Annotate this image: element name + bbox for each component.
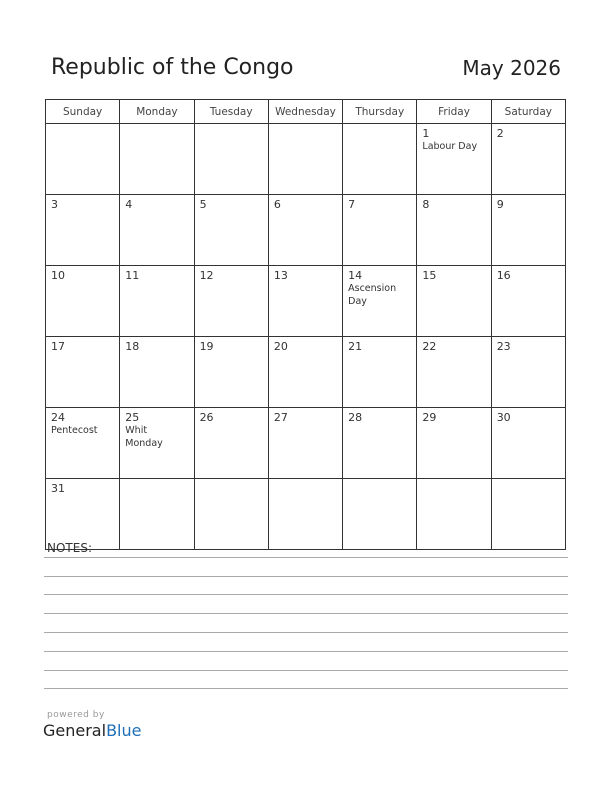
day-number: 23 bbox=[496, 340, 511, 353]
day-number: 29 bbox=[422, 411, 437, 424]
holiday-label: Whit Monday bbox=[125, 425, 163, 449]
day-number: 24 bbox=[51, 411, 65, 424]
day-number: 13 bbox=[273, 269, 288, 282]
calendar-day-cell bbox=[46, 266, 120, 337]
calendar-day-cell bbox=[343, 124, 417, 195]
day-number: 31 bbox=[51, 482, 65, 495]
calendar-week-row bbox=[46, 408, 566, 479]
calendar-day-cell bbox=[194, 408, 268, 479]
calendar-day-cell bbox=[120, 266, 194, 337]
calendar-week-row bbox=[46, 124, 566, 195]
weekday-header: Friday bbox=[417, 100, 491, 124]
notes-line bbox=[44, 651, 568, 652]
weekday-header: Saturday bbox=[491, 100, 565, 124]
holiday-label: Labour Day bbox=[422, 141, 478, 152]
weekday-header: Monday bbox=[120, 100, 194, 124]
day-number: 10 bbox=[51, 269, 65, 282]
day-number: 19 bbox=[199, 340, 214, 353]
calendar-day-cell bbox=[491, 195, 565, 266]
calendar-day-cell bbox=[120, 337, 194, 408]
calendar-day-cell bbox=[268, 266, 342, 337]
calendar-day-cell bbox=[194, 124, 268, 195]
calendar-day-cell bbox=[417, 337, 491, 408]
notes-line bbox=[44, 594, 568, 595]
day-number: 28 bbox=[348, 411, 363, 424]
day-number: 5 bbox=[199, 198, 207, 211]
calendar-day-cell bbox=[343, 408, 417, 479]
day-number: 20 bbox=[273, 340, 288, 353]
calendar-grid bbox=[45, 99, 566, 550]
day-number: 16 bbox=[496, 269, 511, 282]
day-number: 6 bbox=[273, 198, 281, 211]
logo-blue-text: Blue bbox=[106, 721, 142, 740]
calendar-week-row bbox=[46, 266, 566, 337]
calendar-day-cell bbox=[268, 408, 342, 479]
notes-line bbox=[44, 557, 568, 558]
calendar-day-cell bbox=[46, 479, 120, 550]
day-number: 12 bbox=[199, 269, 214, 282]
day-number: 18 bbox=[125, 340, 140, 353]
notes-line bbox=[44, 576, 568, 577]
day-number: 4 bbox=[125, 198, 133, 211]
logo-general-text: General bbox=[43, 721, 107, 740]
notes-line bbox=[44, 613, 568, 614]
weekday-header: Thursday bbox=[343, 100, 417, 124]
day-number: 22 bbox=[422, 340, 437, 353]
calendar-day-cell bbox=[46, 195, 120, 266]
day-number: 1 bbox=[422, 127, 430, 140]
calendar-day-cell bbox=[194, 195, 268, 266]
calendar-day-cell bbox=[268, 479, 342, 550]
day-number: 11 bbox=[125, 269, 140, 282]
calendar-day-cell bbox=[343, 479, 417, 550]
calendar-day-cell bbox=[120, 479, 194, 550]
calendar-day-cell bbox=[46, 124, 120, 195]
day-number: 8 bbox=[422, 198, 430, 211]
calendar-day-cell bbox=[120, 408, 194, 479]
calendar-day-cell bbox=[194, 266, 268, 337]
weekday-header: Wednesday bbox=[268, 100, 342, 124]
weekday-header: Tuesday bbox=[194, 100, 268, 124]
calendar-day-cell bbox=[491, 408, 565, 479]
day-number: 26 bbox=[199, 411, 214, 424]
calendar-day-cell bbox=[491, 266, 565, 337]
holiday-label: Ascension Day bbox=[348, 283, 397, 307]
calendar-day-cell bbox=[46, 337, 120, 408]
calendar-month-title: May 2026 bbox=[462, 56, 561, 80]
day-number: 30 bbox=[496, 411, 511, 424]
generalblue-logo[interactable] bbox=[43, 721, 141, 740]
day-number: 15 bbox=[422, 269, 437, 282]
day-number: 9 bbox=[496, 198, 504, 211]
day-number: 3 bbox=[51, 198, 58, 211]
notes-line bbox=[44, 670, 568, 671]
calendar-day-cell bbox=[268, 124, 342, 195]
calendar-day-cell bbox=[46, 408, 120, 479]
holiday-label: Pentecost bbox=[51, 425, 98, 436]
calendar-day-cell bbox=[417, 408, 491, 479]
calendar-day-cell bbox=[120, 124, 194, 195]
calendar-day-cell bbox=[491, 337, 565, 408]
calendar-day-cell bbox=[343, 195, 417, 266]
day-number: 7 bbox=[348, 198, 356, 211]
calendar-day-cell bbox=[417, 195, 491, 266]
calendar-day-cell bbox=[417, 266, 491, 337]
calendar-week-row bbox=[46, 337, 566, 408]
calendar-day-cell bbox=[491, 124, 565, 195]
calendar-week-row bbox=[46, 479, 566, 550]
calendar-country-title: Republic of the Congo bbox=[51, 55, 294, 80]
weekday-header: Sunday bbox=[46, 100, 120, 124]
notes-label: NOTES: bbox=[47, 541, 92, 555]
powered-by-text: powered by bbox=[47, 710, 105, 720]
calendar-day-cell bbox=[194, 337, 268, 408]
calendar-day-cell bbox=[417, 479, 491, 550]
day-number: 25 bbox=[125, 411, 140, 424]
day-number: 21 bbox=[348, 340, 363, 353]
notes-line bbox=[44, 688, 568, 689]
calendar-day-cell bbox=[194, 479, 268, 550]
calendar-day-cell bbox=[268, 195, 342, 266]
day-number: 17 bbox=[51, 340, 65, 353]
calendar-week-row bbox=[46, 195, 566, 266]
calendar-day-cell bbox=[491, 479, 565, 550]
calendar-day-cell bbox=[343, 266, 417, 337]
notes-line bbox=[44, 632, 568, 633]
weekday-header-row bbox=[46, 100, 566, 124]
calendar-day-cell bbox=[343, 337, 417, 408]
calendar-day-cell bbox=[268, 337, 342, 408]
calendar-day-cell bbox=[417, 124, 491, 195]
calendar-day-cell bbox=[120, 195, 194, 266]
day-number: 2 bbox=[496, 127, 504, 140]
day-number: 27 bbox=[273, 411, 288, 424]
day-number: 14 bbox=[348, 269, 363, 282]
